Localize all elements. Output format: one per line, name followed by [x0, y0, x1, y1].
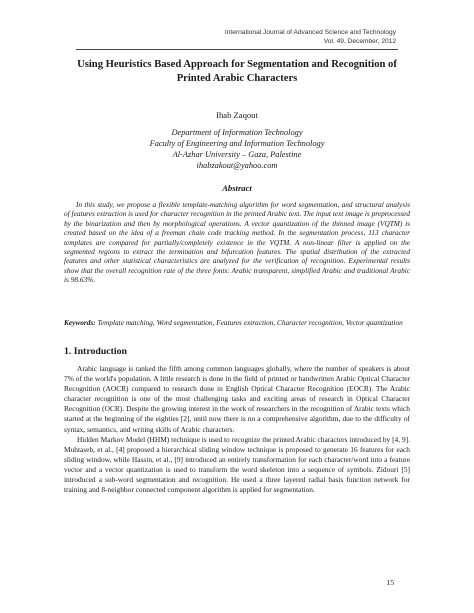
keywords-list: Template matching, Word segmentation, Features extraction, Character recognition, Vector quantization [97, 318, 403, 327]
affiliation-university: Al-Azhar University – Gaza, Palestine [172, 150, 302, 159]
section-heading: 1. Introduction [64, 346, 127, 357]
body-paragraph: Arabic language is ranked the fifth among common languages globally, where the number of speakers is about 7% of the world's population. A little research is done in the field of printed or handwritten Arabic Optical Character Recognition (AOCR) compared to research done in English Optical Character Recognition (EOCR). The Arabic character recognition is one of the most challenging tasks and exciting areas of research in Optical Character Recognition (OCR). Despite the growing interest in the work of researchers in the recognition of Arabic texts which started at the beginning of the eighties [2], until now there is no a comprehensive algorithm, due to the difficulty of syntax, semantics, and writing skills of Arabic characters. [64, 364, 410, 434]
volume-info: Vol. 49, December, 2012 [323, 38, 396, 45]
author-email: ihabzakout@yahoo.com [196, 161, 278, 170]
keywords-line [64, 318, 410, 328]
abstract-text: In this study, we propose a flexible template-matching algorithm for word segmentation, and structural analysis of features extraction is used for character recognition in the printed Arabic text. The input text image is preprocessed by the binarization and then by morphological operations. A vector quantization of the thinned image (VQTM) is created based on the idea of a freeman chain code tracking method. In the segmentation process, 113 character templates are compared for partially/completely existence in the VQTM. A non-linear filter is applied on the segmented regions to extract the termination and bifurcation features. The spatial distribution of the extracted features and other statistical characteristics are analyzed for the verification of recognition. Experimental results show that the overall recognition rate of the three fonts: Arabic transparent, simplified Arabic and traditional Arabic is 98.63%. [64, 200, 410, 285]
running-header [225, 28, 396, 46]
affiliation-department: Department of Information Technology [171, 128, 303, 137]
author-name: Ihab Zaqout [216, 110, 258, 120]
affiliation-faculty: Faculty of Engineering and Information Technology [149, 139, 325, 148]
affiliation-block [0, 127, 474, 171]
section-body [64, 364, 410, 495]
paper-title: Using Heuristics Based Approach for Segmentation and Recognition of Printed Arabic Characters [77, 59, 397, 84]
body-paragraph: Hidden Markov Model (HHM) technique is used to recognize the printed Arabic characters introduced by [4, 9]. Muhtaseb, et al., [4] proposed a hierarchical sliding window technique is proposed to generate 16 features for each sliding window, while Hassin, et al., [9] introduced an entirely transformation for each character/word into a feature vector and a vector quantization is used to transform the word skeleton into a sequence of symbols. Zidouri [5] introduced a sub-word segmentation and recognition. He used a three layered radial basis function network for training and 8-neighbor connected component algorithm is applied for segmentation. [64, 434, 410, 495]
page-number: 15 [386, 578, 394, 587]
journal-name: International Journal of Advanced Science and Technology [224, 29, 396, 36]
keywords-label: Keywords: [64, 318, 96, 327]
header-rule [76, 49, 398, 50]
abstract-heading: Abstract [222, 183, 252, 193]
